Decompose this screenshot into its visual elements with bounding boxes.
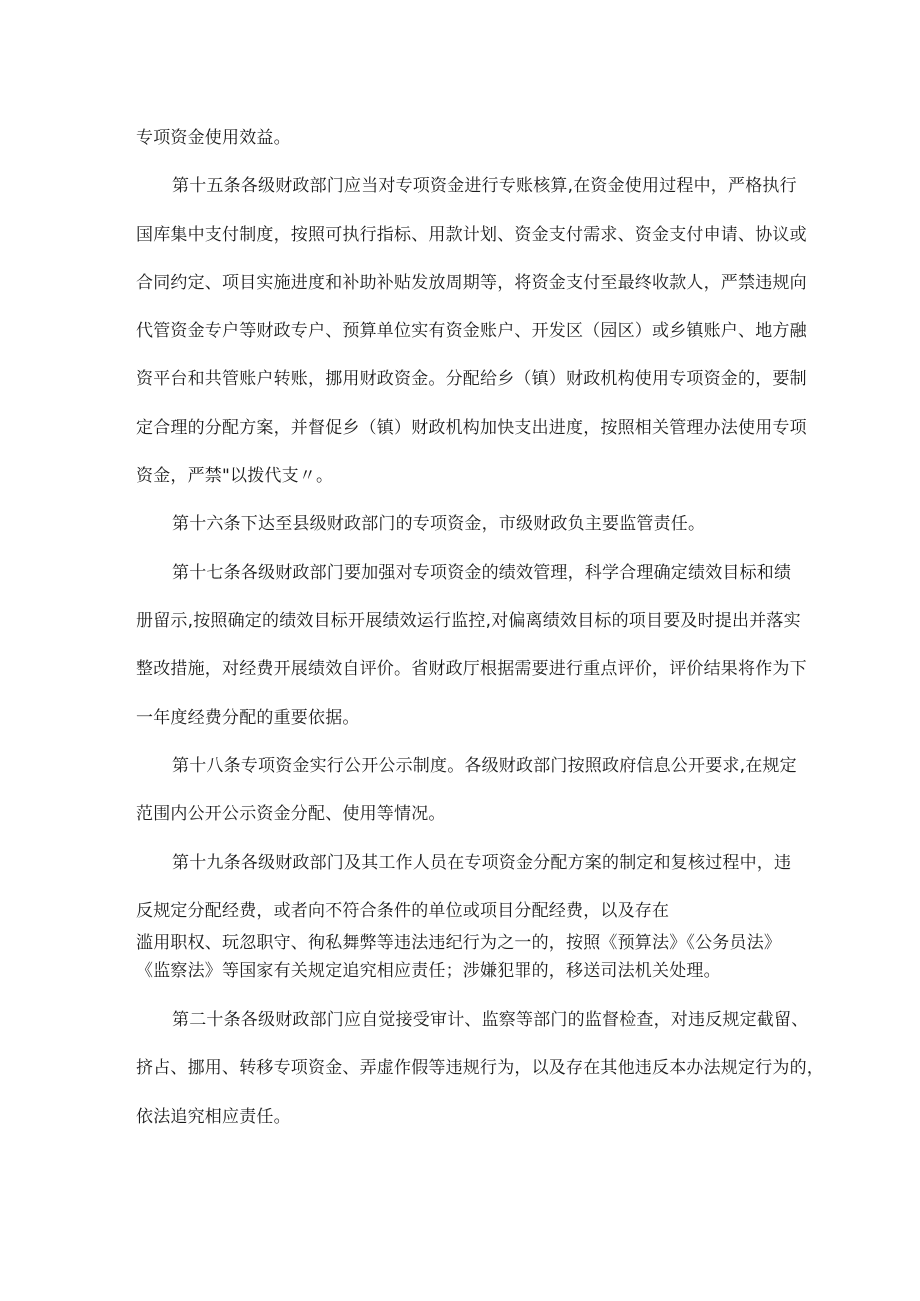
text-line-3: 国库集中支付制度，按照可执行指标、用款计划、资金支付需求、资金支付申请、协议或	[136, 225, 807, 245]
text-line-11: 册留示,按照确定的绩效目标开展绩效运行监控,对偏离绩效目标的项目要及时提出并落实	[136, 611, 801, 631]
text-line-15: 范围内公开公示资金分配、使用等情况。	[136, 804, 446, 824]
text-line-22: 依法追究相应责任。	[136, 1107, 291, 1127]
text-line-18: 滥用职权、玩忽职守、徇私舞弊等违法违纪行为之一的，按照《预算法》《公务员法》	[136, 933, 782, 953]
text-line-20: 第二十条各级财政部门应自觉接受审计、监察等部门的监督检查，对违反规定截留、	[172, 1010, 809, 1030]
text-line-4: 合同约定、项目实施进度和补助补贴发放周期等，将资金支付至最终收款人，严禁违规向	[136, 273, 807, 293]
text-line-16: 第十九条各级财政部门及其工作人员在专项资金分配方案的制定和复核过程中，违	[172, 853, 792, 873]
text-line-14: 第十八条专项资金实行公开公示制度。各级财政部门按照政府信息公开要求,在规定	[172, 756, 797, 776]
text-line-9: 第十六条下达至县级财政部门的专项资金，市级财政负主要监管责任。	[172, 514, 706, 534]
text-line-2: 第十五条各级财政部门应当对专项资金进行专账核算,在资金使用过程中，严格执行	[172, 176, 797, 196]
text-line-10: 第十七条各级财政部门要加强对专项资金的绩效管理，科学合理确定绩效目标和绩	[172, 563, 792, 583]
text-line-5: 代管资金专户等财政专户、预算单位实有资金账户、开发区（园区）或乡镇账户、地方融	[136, 321, 807, 341]
text-line-1: 专项资金使用效益。	[136, 128, 291, 148]
text-line-12: 整改措施，对经费开展绩效自评价。省财政厅根据需要进行重点评价，评价结果将作为下	[136, 659, 807, 679]
text-line-21: 挤占、挪用、转移专项资金、弄虚作假等违规行为，以及存在其他违反本办法规定行为的，	[136, 1058, 824, 1078]
text-line-7: 定合理的分配方案，并督促乡（镇）财政机构加快支出进度，按照相关管理办法使用专项	[136, 418, 807, 438]
text-line-8: 资金，严禁"以拨代支〃。	[136, 466, 334, 486]
text-line-19: 《监察法》等国家有关规定追究相应责任；涉嫌犯罪的，移送司法机关处理。	[136, 961, 721, 981]
text-line-13: 一年度经费分配的重要依据。	[136, 708, 360, 728]
text-line-6: 资平台和共管账户转账，挪用财政资金。分配给乡（镇）财政机构使用专项资金的，要制	[136, 369, 807, 389]
text-line-17: 反规定分配经费，或者向不符合条件的单位或项目分配经费，以及存在	[136, 901, 670, 921]
